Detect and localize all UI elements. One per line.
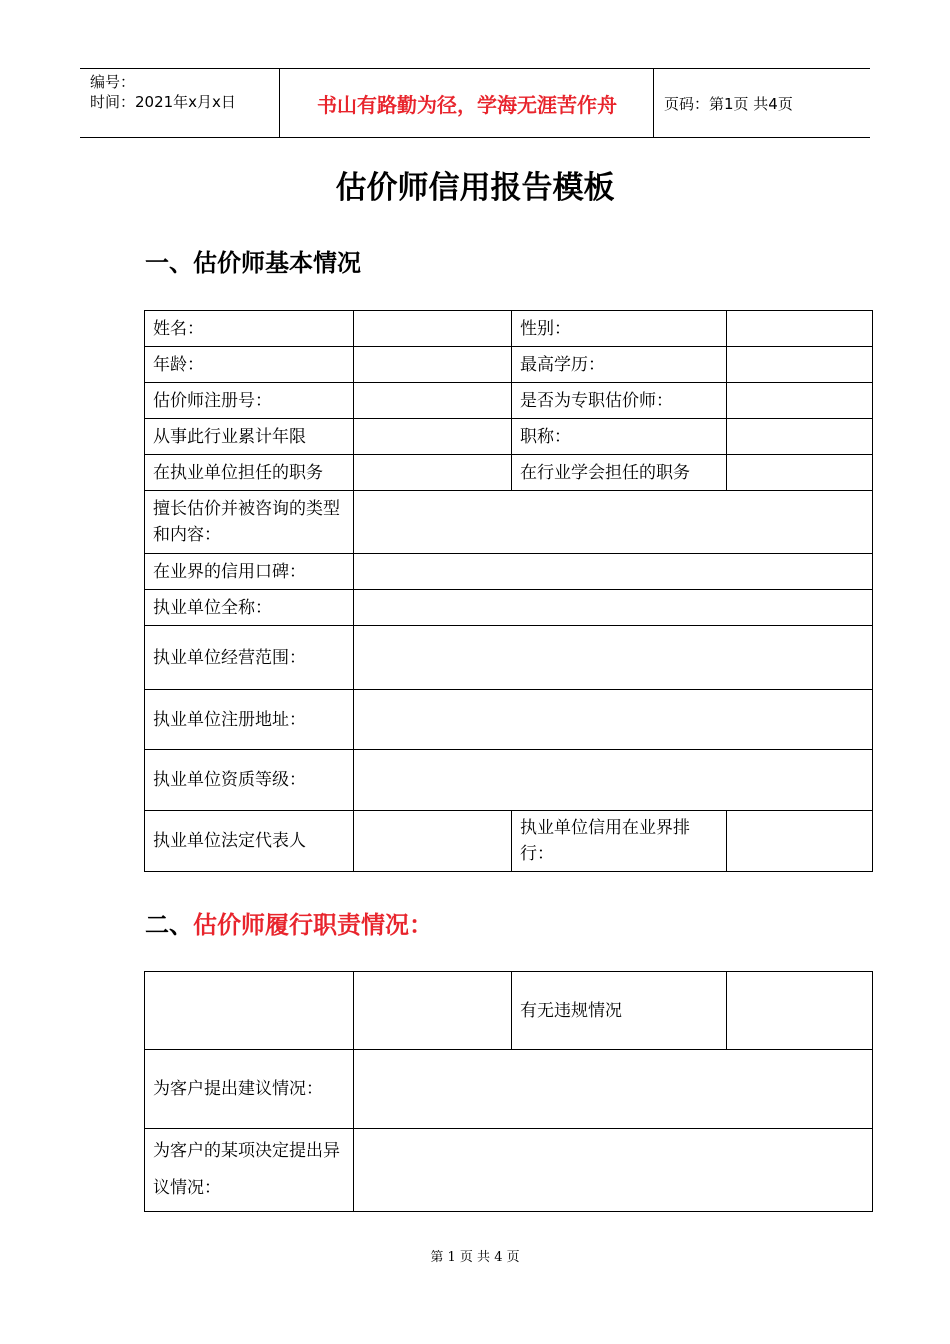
reg-no-label: 估价师注册号： <box>145 383 354 419</box>
header-meta <box>80 69 280 137</box>
objection-label: 为客户的某项决定提出异议情况： <box>145 1129 354 1212</box>
years-field[interactable] <box>354 419 512 455</box>
unit-rep-label: 执业单位法定代表人 <box>145 811 354 872</box>
unit-address-label: 执业单位注册地址： <box>145 690 354 750</box>
society-post-label: 在行业学会担任的职务 <box>512 455 727 491</box>
reputation-label: 在业界的信用口碑： <box>145 554 354 590</box>
job-title-label: 职称： <box>512 419 727 455</box>
table-row <box>145 590 873 626</box>
name-label: 姓名： <box>145 311 354 347</box>
objection-field[interactable] <box>354 1129 873 1212</box>
specialty-label: 擅长估价并被咨询的类型和内容： <box>145 491 354 554</box>
table-row <box>145 455 873 491</box>
unit-name-field[interactable] <box>354 590 873 626</box>
table-row <box>145 1050 873 1129</box>
table-row <box>145 626 873 690</box>
name-field[interactable] <box>354 311 512 347</box>
table-row <box>145 311 873 347</box>
unit-grade-label: 执业单位资质等级： <box>145 750 354 811</box>
unit-post-label: 在执业单位担任的职务 <box>145 455 354 491</box>
violation-label: 有无违规情况 <box>512 972 727 1050</box>
section2-heading <box>145 905 433 940</box>
blank-cell[interactable] <box>145 972 354 1050</box>
reg-no-field[interactable] <box>354 383 512 419</box>
page-header <box>80 68 870 138</box>
table-row <box>145 750 873 811</box>
unit-rep-field[interactable] <box>354 811 512 872</box>
unit-scope-label: 执业单位经营范围： <box>145 626 354 690</box>
advice-field[interactable] <box>354 1050 873 1129</box>
duty-table <box>144 971 873 1212</box>
unit-name-label: 执业单位全称： <box>145 590 354 626</box>
unit-address-field[interactable] <box>354 690 873 750</box>
job-title-field[interactable] <box>727 419 873 455</box>
age-field[interactable] <box>354 347 512 383</box>
table-row <box>145 347 873 383</box>
years-label: 从事此行业累计年限 <box>145 419 354 455</box>
reputation-field[interactable] <box>354 554 873 590</box>
violation-field[interactable] <box>727 972 873 1050</box>
unit-rank-label: 执业单位信用在业界排行： <box>512 811 727 872</box>
gender-label: 性别： <box>512 311 727 347</box>
table-row <box>145 1129 873 1212</box>
section1-heading: 一、估价师基本情况 <box>145 249 361 277</box>
unit-grade-field[interactable] <box>354 750 873 811</box>
table-row <box>145 811 873 872</box>
advice-label: 为客户提出建议情况： <box>145 1050 354 1129</box>
unit-rank-field[interactable] <box>727 811 873 872</box>
table-row <box>145 554 873 590</box>
code-label: 编号： <box>90 73 136 91</box>
time-label: 时间：2021年x月x日 <box>90 93 236 111</box>
society-post-field[interactable] <box>727 455 873 491</box>
table-row <box>145 383 873 419</box>
specialty-field[interactable] <box>354 491 873 554</box>
education-label: 最高学历： <box>512 347 727 383</box>
table-row <box>145 690 873 750</box>
header-page-info: 页码：第1页 共4页 <box>664 94 793 113</box>
page-footer: 第 1 页 共 4 页 <box>430 1250 520 1265</box>
blank-cell[interactable] <box>354 972 512 1050</box>
section2-title: 估价师履行职责情况： <box>193 911 433 939</box>
document-title: 估价师信用报告模板 <box>335 170 615 206</box>
gender-field[interactable] <box>727 311 873 347</box>
unit-post-field[interactable] <box>354 455 512 491</box>
header-motto: 书山有路勤为径，学海无涯苦作舟 <box>281 69 654 137</box>
age-label: 年龄： <box>145 347 354 383</box>
education-field[interactable] <box>727 347 873 383</box>
table-row <box>145 419 873 455</box>
section2-number: 二、 <box>145 911 193 939</box>
unit-scope-field[interactable] <box>354 626 873 690</box>
table-row <box>145 491 873 554</box>
fulltime-label: 是否为专职估价师： <box>512 383 727 419</box>
fulltime-field[interactable] <box>727 383 873 419</box>
basic-info-table <box>144 310 873 872</box>
table-row <box>145 972 873 1050</box>
